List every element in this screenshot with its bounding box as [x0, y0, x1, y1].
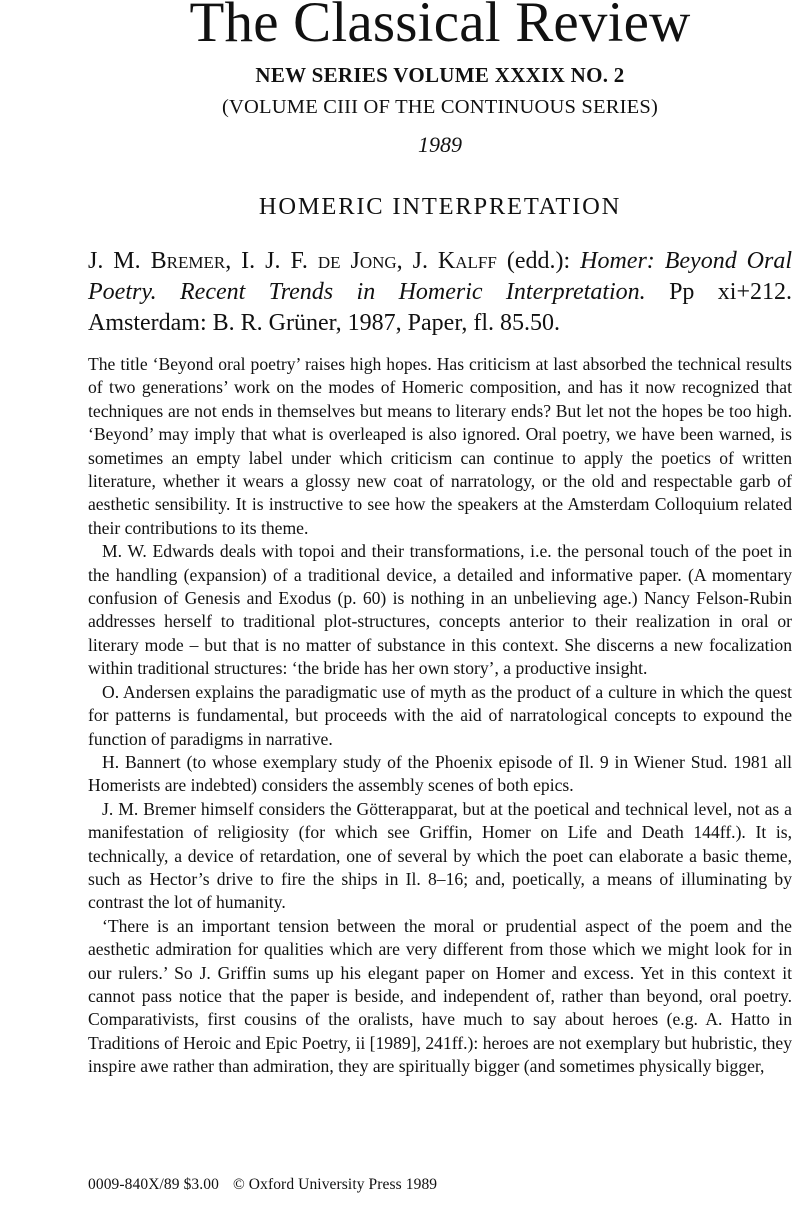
paragraph: M. W. Edwards deals with topoi and their transformations, i.e. the personal touch of the poet in the handling (expansion) of a traditional device, a detailed and informative paper. (A momentary confusion of Genesis and Exodus (p. 60) is nothing in an unbelieving age.) Nancy Felson-Rubin addresses herself to traditional plot-structures, concepts anterior to their realization in oral or literary mode – but that is no matter of substance in this context. She discerns a new focalization within traditional structures: ‘the bride has her own story’, a productive insight.: [88, 541, 792, 679]
footer-copyright: © Oxford University Press 1989: [232, 1176, 438, 1193]
section-heading: HOMERIC INTERPRETATION: [258, 193, 622, 220]
paragraph: The title ‘Beyond oral poetry’ raises high hopes. Has criticism at last absorbed the technical results of two generations’ work on the modes of Homeric composition, and has it now recognized that techniques are not ends in themselves but means to literary ends? But let not the hopes be too high. ‘Beyond’ may imply that what is overleaped is also ignored. Oral poetry, we have been warned, is sometimes an empty label under which criticism can continue to apply the poetics of written literature, whether it wears a glossy new coat of narratology, or the old and respectable garb of aesthetic sensibility. It is instructive to see how the speakers at the Amsterdam Colloquium related their contributions to its theme.: [88, 354, 792, 538]
page-footer: [88, 1176, 447, 1194]
series-line: NEW SERIES VOLUME XXXIX NO. 2: [255, 63, 625, 87]
journal-title: The Classical Review: [189, 0, 691, 54]
citation-book-title: Homer: Beyond Oral Poetry. Recent Trends in Homeric Interpretation.: [88, 248, 793, 305]
paragraph: ‘There is an important tension between the moral or prudential aspect of the poem and the aesthetic admiration for qualities which are very different from those which we might look for in our rulers.’ So J. Griffin sums up his elegant paper on Homer and excess. Yet in this context it cannot pass notice that the paper is beside, and independent of, rather than beyond, oral poetry. Comparativists, first cousins of the oralists, have much to say about heroes (e.g. A. Hatto in Traditions of Heroic and Epic Poetry, ii [1989], 241ff.): heroes are not exemplary but hubristic, they inspire awe rather than admiration, they are spiritually bigger (and sometimes physically bigger,: [88, 915, 792, 1077]
footer-code: 0009-840X/89 $3.00: [88, 1176, 219, 1193]
paragraph: H. Bannert (to whose exemplary study of the Phoenix episode of Il. 9 in Wiener Stud. 1981 all Homerists are indebted) considers the assembly scenes of both epics.: [88, 751, 792, 796]
book-citation: [88, 246, 792, 339]
citation-editor-note: (edd.):: [506, 248, 571, 274]
paragraph: O. Andersen explains the paradigmatic use of myth as the product of a culture in which the quest for patterns is fundamental, but proceeds with the aid of narratological concepts to expound the function of paradigms in narrative.: [88, 681, 792, 749]
paragraph: J. M. Bremer himself considers the Götterapparat, but at the poetical and technical level, not as a manifestation of religiosity (for which see Griffin, Homer on Life and Death 144ff.). It is, technically, a device of retardation, one of several by which the poet can elaborate a basic theme, such as Hector’s drive to fire the ships in Il. 8–16; and, poetically, a means of illuminating by contrast the lot of humanity.: [88, 798, 792, 913]
year: 1989: [418, 132, 462, 157]
citation-details: Pp xi+212. Amsterdam: B. R. Grüner, 1987, Paper, fl. 85.50.: [88, 279, 792, 336]
continuous-series-line: (VOLUME CIII OF THE CONTINUOUS SERIES): [222, 96, 658, 118]
review-body: [88, 353, 792, 1079]
citation-authors: J. M. Bremer, I. J. F. de Jong, J. Kalff: [88, 248, 497, 274]
